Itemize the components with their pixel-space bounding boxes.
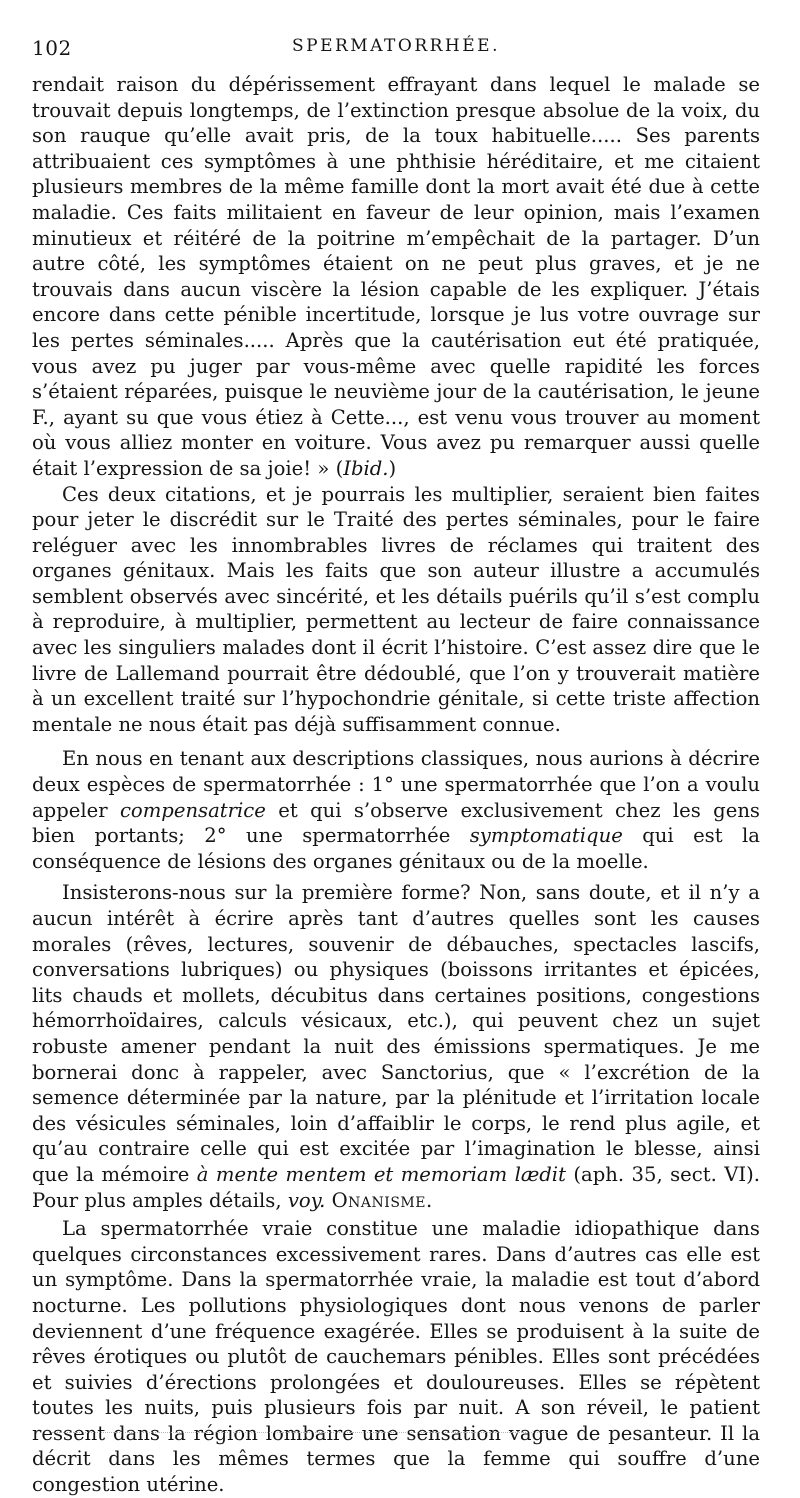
text-run: Ces deux citations, et je pourrais les multiplier, seraient bien faites pour jeter le discrédit sur le Traité des pertes séminales, pour le faire reléguer avec les innombrables livres de réclames qui traitent des organes génitaux. Mais les faits que son auteur illustre a accumulés semblent observés avec sincérité, et les détails puérils qu’il s’est complu à reproduire, à multiplier, permettent au lecteur de faire connaissance avec les singuliers malades dont il écrit l’histoire. C’est assez dire que le livre de Lallemand pourrait être dédoublé, que l’on y trouverait matière à un excellent traité sur l’hypochondrie génitale, si cette triste affection mentale ne nous était pas déjà suffisamment connue. (32, 482, 760, 736)
text-run: La spermatorrhée vraie constitue une maladie idiopathique dans quelques circonstances excessivement rares. Dans d’autres cas elle est un symptôme. Dans la spermatorrhée vraie, la maladie est tout d’abord nocturne. Les pollutions physiologiques dont nous venons de parler deviennent d’une fréquence exagérée. Elles se produisent à la suite de rêves érotiques ou plutôt de cauchemars pénibles. Elles sont précédées et suivies d’érections prolongées et douloureuses. Elles se répètent toutes les nuits, puis plusieurs fois par nuit. A son réveil, le patient ressent dans la région lombaire une sensation vague de pesanteur. Il la décrit dans les mêmes termes que la femme qui souffre d’une congestion utérine. (32, 1217, 760, 1497)
italic-text: à mente mentem et memoriam lædit (196, 1162, 566, 1186)
running-title: SPERMATORRHÉE. (292, 36, 500, 56)
footer-dotted-rule (52, 1432, 552, 1433)
italic-text: symptomatique (469, 824, 623, 848)
text-run: ) (388, 456, 397, 480)
paragraph (32, 482, 760, 738)
text-run: Insisterons-nous sur la première forme? Non, sans doute, et il n’y a aucun intérêt à écrire après tant d’autres quelles sont les causes morales (rêves, lectures, souvenir de débauches, spectacles lascifs, conversations lubriques) ou physiques (boissons irritantes et épicées, lits chauds et mollets, décubitus dans certaines positions, congestions hémorrhoïdaires, calculs vésicaux, etc.), qui peuvent chez un sujet robuste amener pendant la nuit des émissions spermatiques. Je me bornerai donc à rappeler, avec Sanctorius, que « l’excrétion de la semence déterminée par la nature, par la plénitude et l’irritation locale des vésicules séminales, loin d’affaiblir le corps, le rend plus agile, et qu’au contraire celle qui est excitée par l’imagination le blesse, ainsi que la mémoire (32, 881, 760, 1186)
text-run: rendait raison du dépérissement effrayant dans lequel le malade se trouvait depuis longtemps, de l’extinction presque absolue de la voix, du son rauque qu’elle avait pris, de la toux habituelle..... Ses parents attribuaient ces symptômes à une phthisie héréditaire, et me citaient plusieurs membres de la même famille dont la mort avait été due à cette maladie. Ces faits militaient en faveur de leur opinion, mais l’examen minutieux et réitéré de la poitrine m’empêchait de la partager. D’un autre côté, les symptômes étaient on ne peut plus graves, et je ne trouvais dans aucun viscère la lésion capable de les expliquer. J’étais encore dans cette pénible incertitude, lorsque je lus votre ouvrage sur les pertes séminales..... Après que la cautérisation eut été pratiquée, vous avez pu juger par vous-même avec quelle rapidité les forces s’étaient réparées, puisque le neuvième jour de la cautérisation, le jeune F., ayant su que vous étiez à Cette..., est venu vous trouver au moment où vous alliez monter en voiture. Vous avez pu remarquer aussi quelle était l’expression de sa joie! » ( (32, 73, 760, 480)
text-run: En nous en tenant aux descriptions classiques, nous aurions à décrire deux espèces de spermatorrhée : 1° une spermatorrhée que l’on a voulu appeler (32, 747, 760, 822)
text-run: qui est la conséquence de lésions des organes génitaux ou de la moelle. (32, 824, 760, 873)
italic-text: voy. (287, 1188, 326, 1212)
paragraph (32, 72, 760, 482)
body-text (32, 72, 760, 1498)
text-run: et qui s’observe exclusivement chez les gens bien portants; 2° une spermatorrhée (32, 798, 760, 848)
paragraph (32, 880, 760, 1213)
paragraph (32, 746, 760, 874)
page-number: 102 (32, 36, 72, 60)
paragraph (32, 1216, 760, 1498)
italic-text: Ibid. (343, 456, 389, 480)
text-run: (aph. 35, sect. VI). Pour plus amples détails, (32, 1162, 761, 1212)
small-caps-text: Onanisme. (331, 1188, 433, 1212)
running-head (32, 36, 760, 66)
italic-text: compensatrice (119, 798, 266, 822)
